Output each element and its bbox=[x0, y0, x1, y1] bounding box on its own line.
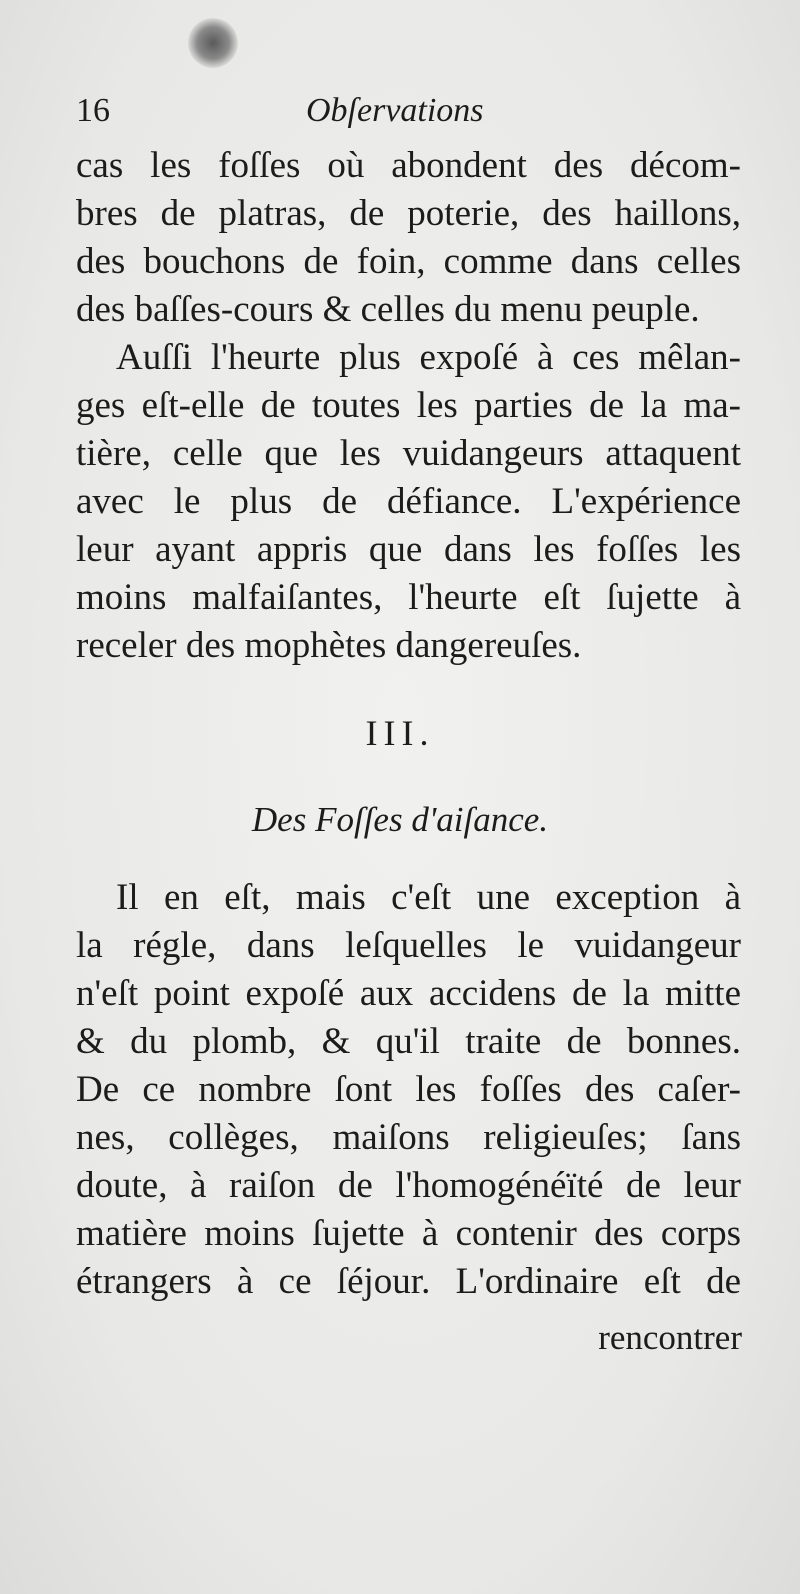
text-line: leur ayant appris que dans les foſſes les bbox=[76, 529, 741, 570]
text-line: nes, collèges, maiſons religieuſes; ſans bbox=[76, 1117, 741, 1158]
text-line: étrangers à ce ſéjour. L'ordinaire eſt de bbox=[76, 1261, 741, 1302]
section-number: III. bbox=[365, 713, 435, 753]
text-line: matière moins ſujette à contenir des corps bbox=[76, 1213, 741, 1254]
page-number: 16 bbox=[76, 92, 110, 129]
catchword: rencontrer bbox=[598, 1318, 742, 1357]
ink-smudge bbox=[188, 18, 238, 68]
page-header bbox=[76, 92, 756, 142]
text-line: ges eſt-elle de toutes les parties de la ma- bbox=[76, 385, 741, 426]
text-line: des baſſes-cours & celles du menu peuple. bbox=[76, 289, 700, 330]
section-title: Des Foſſes d'aiſance. bbox=[251, 800, 549, 839]
text-line: & du plomb, & qu'il traite de bonnes. bbox=[76, 1021, 741, 1062]
text-line: Il en eſt, mais c'eſt une exception à bbox=[116, 877, 741, 918]
text-line: doute, à raiſon de l'homogénéïté de leur bbox=[76, 1165, 741, 1206]
text-line: cas les foſſes où abondent des décom- bbox=[76, 145, 741, 186]
text-line: De ce nombre ſont les foſſes des caſer- bbox=[76, 1069, 741, 1110]
running-title: Obſervations bbox=[306, 92, 484, 129]
text-line: Auſſi l'heurte plus expoſé à ces mêlan- bbox=[116, 337, 741, 378]
text-line: moins malfaiſantes, l'heurte eſt ſujette à bbox=[76, 577, 741, 618]
text-line: des bouchons de foin, comme dans celles bbox=[76, 241, 741, 282]
text-line: avec le plus de défiance. L'expérience bbox=[76, 481, 741, 522]
text-line: receler des mophètes dangereuſes. bbox=[76, 625, 582, 666]
text-line: bres de platras, de poterie, des haillons, bbox=[76, 193, 741, 234]
text-line: tière, celle que les vuidangeurs attaquent bbox=[76, 433, 741, 474]
text-line: la régle, dans leſquelles le vuidangeur bbox=[76, 925, 741, 966]
text-line: n'eſt point expoſé aux accidens de la mitte bbox=[76, 973, 741, 1014]
